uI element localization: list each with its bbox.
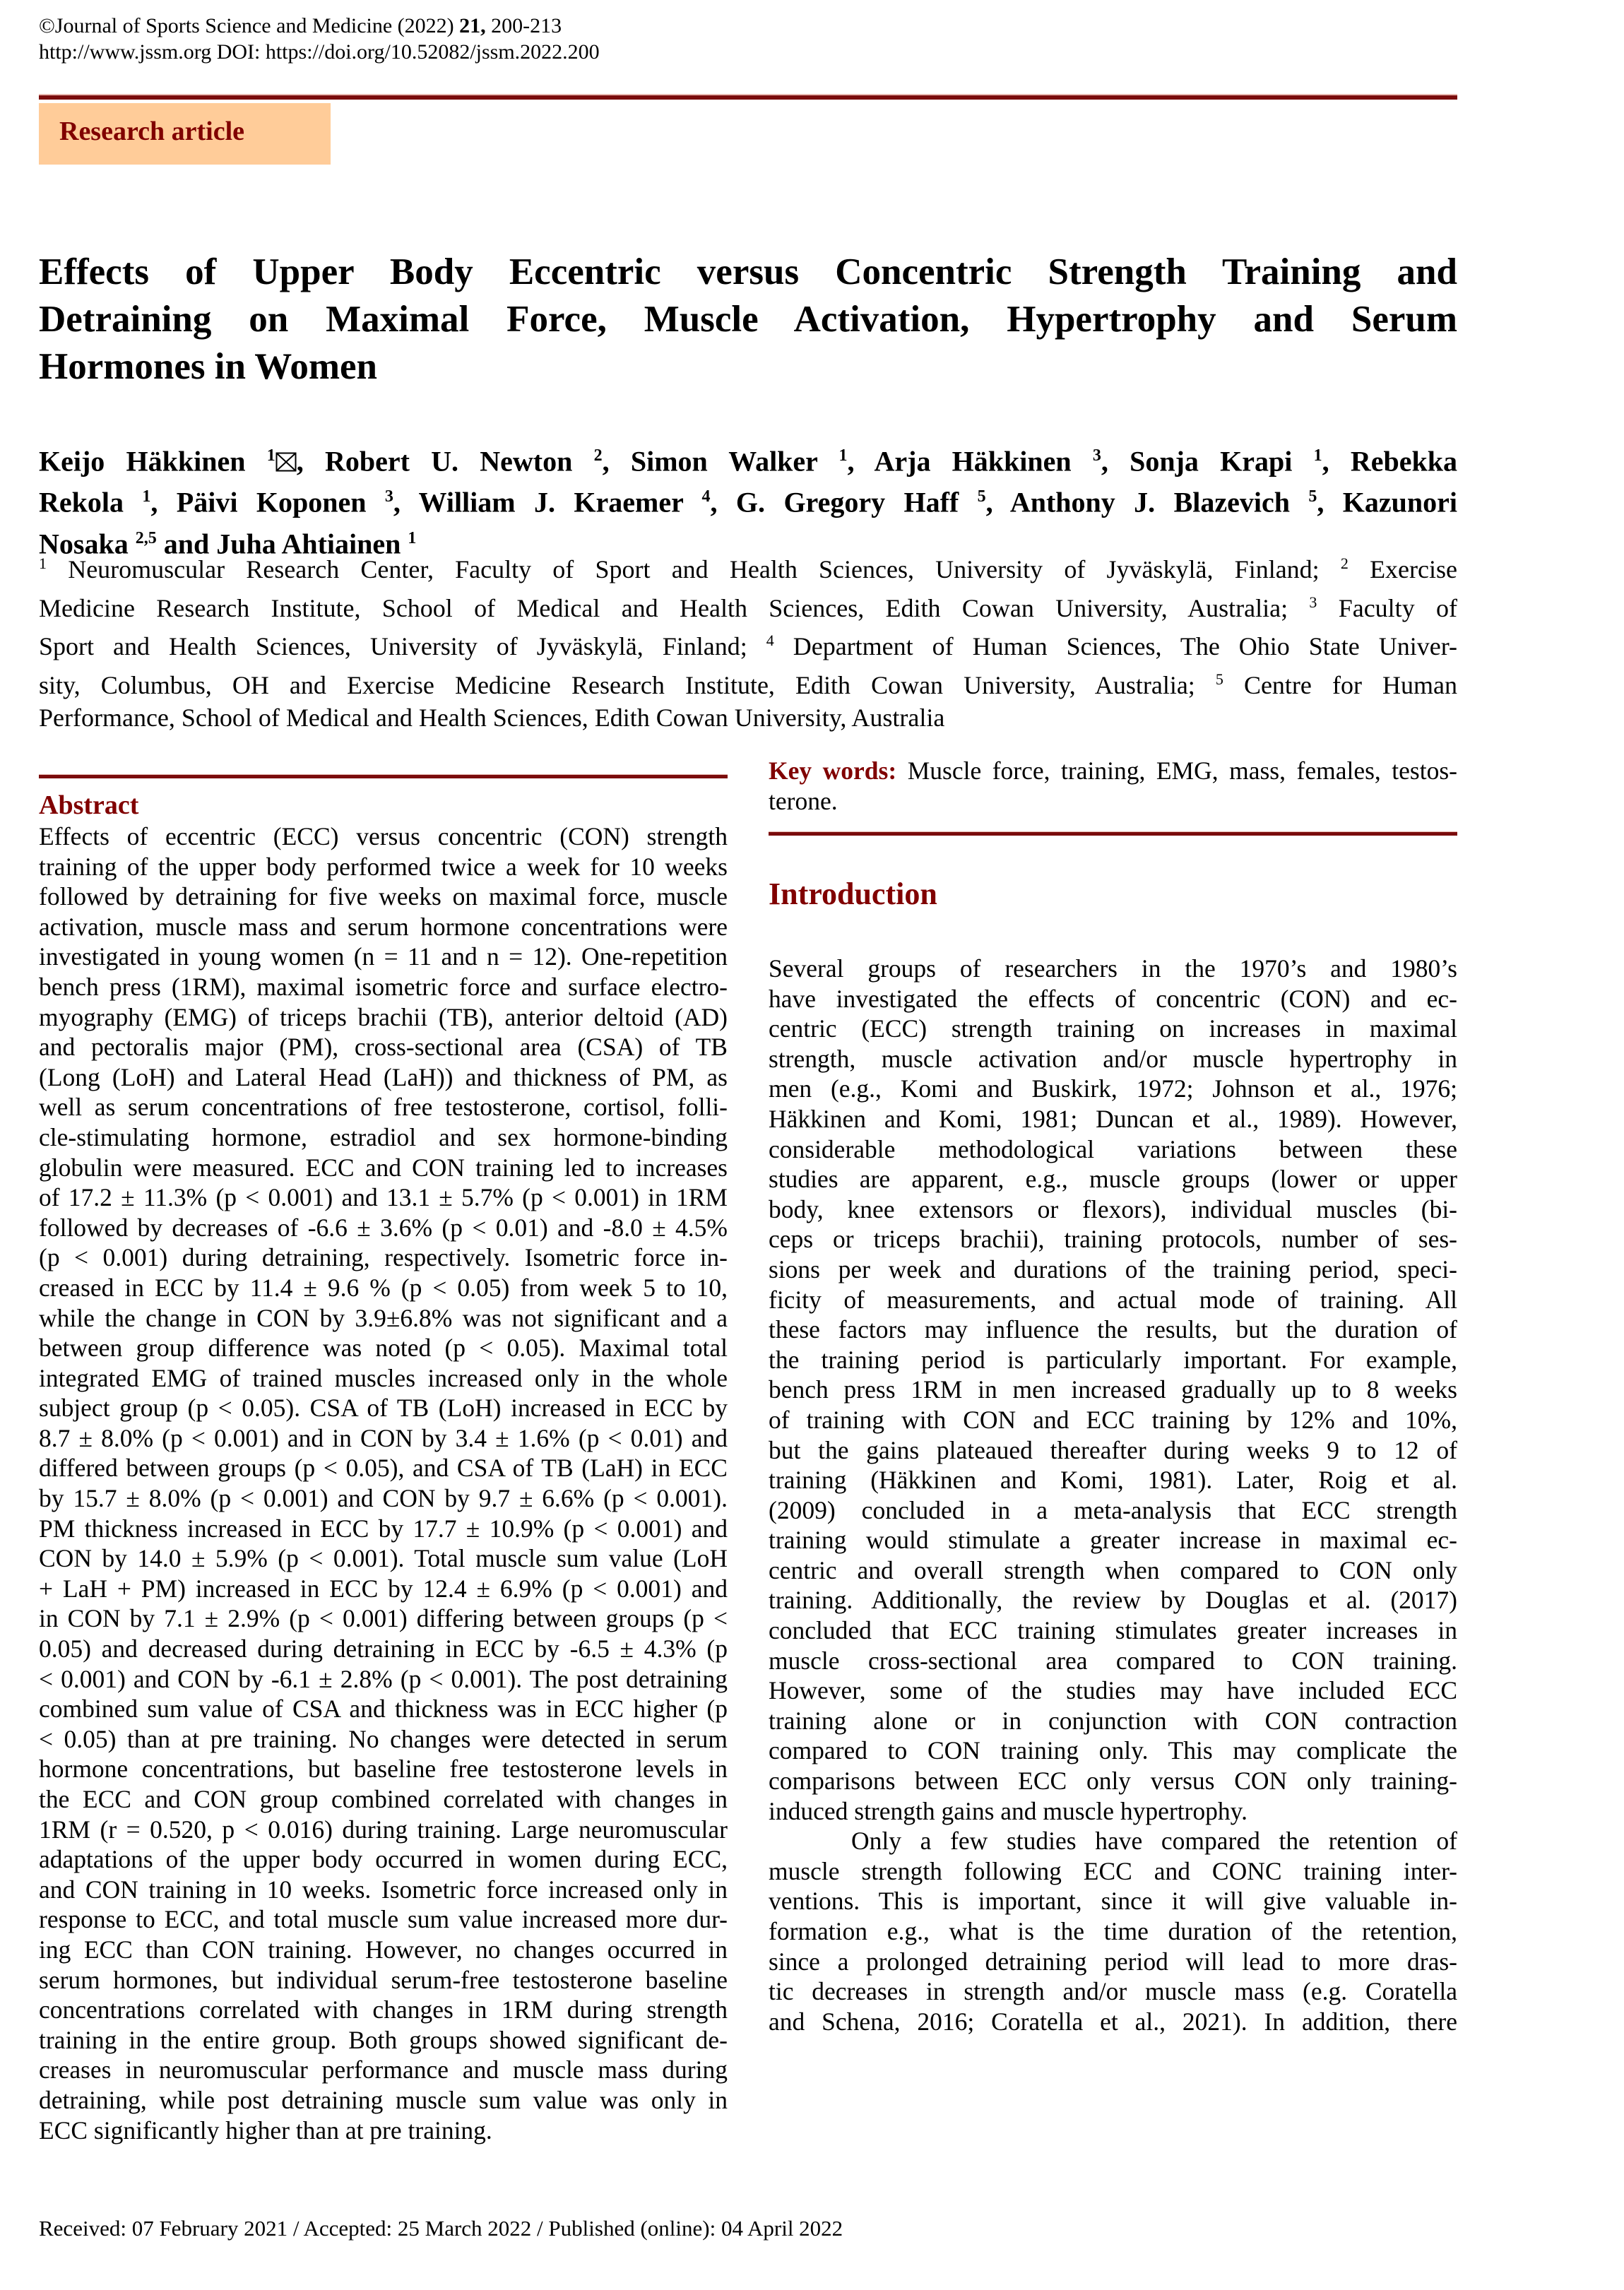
introduction-line: However, some of the studies may have included ECC [769, 1676, 1457, 1705]
introduction-line: centric (ECC) strength training on increases in maximal [769, 1014, 1457, 1043]
introduction-line: ceps or triceps brachii), training protocols, number of ses- [769, 1225, 1457, 1254]
introduction-line: considerable methodological variations between these [769, 1134, 1457, 1163]
abstract-line: investigated in young women (n = 11 and n = 12). One-repetition [39, 942, 728, 971]
author-line: Keijo Häkkinen $^1$ , Robert U. Newton $^2$, Simon Walker $^1$, Arja Häkkinen $^3$, Sonja Krapi $^1$, Rebekka [39, 445, 1457, 477]
abstract-line: ECC significantly higher than at pre training. [39, 2116, 492, 2144]
introduction-line: formation e.g., what is the time duration of the retention, [769, 1917, 1457, 1945]
introduction-line: but the gains plateaued thereafter during weeks 9 to 12 of [769, 1435, 1457, 1464]
abstract-line: followed by detraining for five weeks on maximal force, muscle [39, 882, 728, 911]
introduction-line: since a prolonged detraining period will lead to more dras- [769, 1947, 1457, 1976]
affiliation-line: sity, Columbus, OH and Exercise Medicine Research Institute, Edith Cowan University, Australia; $^5$ Centre for Human [39, 670, 1457, 699]
introduction-line: men (e.g., Komi and Buskirk, 1972; Johnson et al., 1976; [769, 1074, 1457, 1103]
abstract-heading: Abstract [39, 790, 139, 820]
introduction-line: muscle cross-sectional area compared to CON training. [769, 1646, 1457, 1675]
article-type-badge [39, 103, 331, 165]
introduction-line: Häkkinen and Komi, 1981; Duncan et al., 1989). However, [769, 1104, 1457, 1133]
abstract-line: differed between groups (p < 0.05), and CSA of TB (LaH) in ECC [39, 1454, 728, 1483]
abstract-line: (Long (LoH) and Lateral Head (LaH)) and thickness of PM, as [39, 1062, 728, 1091]
introduction-line: centric and overall strength when compared to CON only [769, 1555, 1457, 1584]
keywords-label: Key words: [769, 757, 897, 785]
article-type-label: Research article [59, 117, 245, 146]
introduction-line: comparisons between ECC only versus CON only training- [769, 1767, 1457, 1796]
abstract-line: between group difference was noted (p < 0.05). Maximal total [39, 1334, 728, 1363]
introduction-line: body, knee extensors or flexors), individual muscles (bi- [769, 1194, 1457, 1223]
introduction-line: ficity of measurements, and actual mode of training. All [769, 1285, 1457, 1314]
abstract-line: < 0.05) than at pre training. No changes were detected in serum [39, 1724, 728, 1753]
introduction-line: tic decreases in strength and/or muscle mass (e.g. Coratella [769, 1977, 1457, 2006]
abstract-top-rule [39, 774, 728, 778]
abstract-line: 0.05) and decreased during detraining in ECC by -6.5 ± 4.3% (p [39, 1635, 728, 1663]
keywords-line: Key words: Muscle force, training, EMG, mass, females, testos- [769, 757, 1457, 785]
abstract-line: Effects of eccentric (ECC) versus concentric (CON) strength [39, 822, 728, 850]
introduction-line: training would stimulate a greater increase in maximal ec- [769, 1526, 1457, 1555]
title-line: Detraining on Maximal Force, Muscle Activation, Hypertrophy and Serum [39, 299, 1457, 340]
abstract-line: creases in neuromuscular performance and muscle mass during [39, 2055, 728, 2084]
article-title [39, 249, 1457, 391]
abstract-line: adaptations of the upper body occurred in women during ECC, [39, 1845, 728, 1874]
affiliation-line: Sport and Health Sciences, University of Jyväskylä, Finland; $^4$ Department of Human Sciences, The Ohio State Univer- [39, 631, 1457, 660]
abstract-line: (p < 0.001) during detraining, respectively. Isometric force in- [39, 1243, 728, 1272]
introduction-line: training. Additionally, the review by Douglas et al. (2017) [769, 1586, 1457, 1615]
abstract-line: bench press (1RM), maximal isometric force and surface electro- [39, 972, 728, 1001]
keywords-rule [769, 831, 1457, 836]
introduction-line: these factors may influence the results, but the duration of [769, 1315, 1457, 1344]
abstract-line: training in the entire group. Both groups showed significant de- [39, 2025, 728, 2054]
abstract-line: PM thickness increased in ECC by 17.7 ± 10.9% (p < 0.001) and [39, 1514, 728, 1543]
abstract-line: + LaH + PM) increased in ECC by 12.4 ± 6.9% (p < 0.001) and [39, 1574, 728, 1603]
email-envelope-icon[interactable] [275, 445, 297, 465]
abstract-line: serum hormones, but individual serum-free testosterone baseline [39, 1965, 728, 1994]
journal-url-doi[interactable]: http://www.jssm.org DOI: https://doi.org/10.52082/jssm.2022.200 [39, 40, 600, 64]
abstract-line: activation, muscle mass and serum hormone concentrations were [39, 912, 728, 941]
abstract-line: < 0.001) and CON by -6.1 ± 2.8% (p < 0.001). The post detraining [39, 1664, 728, 1693]
introduction-line: induced strength gains and muscle hypertrophy. [769, 1796, 1247, 1825]
introduction-line: compared to CON training only. This may complicate the [769, 1736, 1457, 1765]
journal-header [39, 13, 600, 65]
abstract-line: ing ECC than CON training. However, no changes occurred in [39, 1935, 728, 1964]
abstract-line: 1RM (r = 0.520, p < 0.016) during training. Large neuromuscular [39, 1815, 728, 1844]
author-line: Rekola $^1$, Päivi Koponen $^3$, William J. Kraemer $^4$, G. Gregory Haff $^5$, Anthony J. Blazevich $^5$, Kazunori [39, 486, 1458, 518]
abstract-line: creased in ECC by 11.4 ± 9.6 % (p < 0.05) from week 5 to 10, [39, 1273, 728, 1302]
introduction-line: and Schena, 2016; Coratella et al., 2021). In addition, there [769, 2007, 1457, 2036]
abstract-line: cle-stimulating hormone, estradiol and sex hormone-binding [39, 1122, 728, 1151]
abstract-line: myography (EMG) of triceps brachii (TB), anterior deltoid (AD) [39, 1002, 728, 1031]
introduction-line: training (Häkkinen and Komi, 1981). Later, Roig et al. [769, 1466, 1457, 1495]
author-list [39, 438, 1457, 562]
abstract-line: of 17.2 ± 11.3% (p < 0.001) and 13.1 ± 5.7% (p < 0.001) in 1RM [39, 1183, 728, 1212]
keywords [769, 756, 1457, 816]
author-line: Nosaka $^{2,5}$ and Juha Ahtiainen $^1$ [39, 527, 417, 559]
introduction-line: ventions. This is important, since it will give valuable in- [769, 1887, 1457, 1916]
introduction-line: of training with CON and ECC training by 12% and 10%, [769, 1405, 1457, 1434]
title-line: Hormones in Women [39, 346, 377, 387]
journal-citation: ©Journal of Sports Science and Medicine (2022) 21, 200-213 [39, 14, 562, 37]
title-line: Effects of Upper Body Eccentric versus Concentric Strength Training and [39, 251, 1457, 292]
abstract-line: followed by decreases of -6.6 ± 3.6% (p < 0.01) and -8.0 ± 4.5% [39, 1213, 728, 1242]
introduction-line: strength, muscle activation and/or muscle hypertrophy in [769, 1044, 1457, 1073]
introduction-line: studies are apparent, e.g., muscle groups (lower or upper [769, 1165, 1457, 1194]
introduction-line: concluded that ECC training stimulates greater increases in [769, 1616, 1457, 1645]
abstract-line: 8.7 ± 8.0% (p < 0.001) and in CON by 3.4 ± 1.6% (p < 0.01) and [39, 1423, 728, 1452]
abstract-line: combined sum value of CSA and thickness was in ECC higher (p [39, 1695, 728, 1724]
abstract-line: and CON training in 10 weeks. Isometric force increased only in [39, 1875, 728, 1904]
abstract-line: integrated EMG of trained muscles increased only in the whole [39, 1363, 728, 1392]
abstract-line: in CON by 7.1 ± 2.9% (p < 0.001) differing between groups (p < [39, 1604, 728, 1633]
introduction-line: training alone or in conjunction with CON contraction [769, 1706, 1457, 1735]
abstract-line: well as serum concentrations of free testosterone, cortisol, folli- [39, 1093, 728, 1122]
abstract-line: concentrations correlated with changes in 1RM during strength [39, 1995, 728, 2024]
introduction-line: (2009) concluded in a meta-analysis that ECC strength [769, 1495, 1457, 1524]
affiliations [39, 547, 1457, 735]
introduction-line: muscle strength following ECC and CONC training inter- [769, 1856, 1457, 1885]
affiliation-line: Medicine Research Institute, School of Medical and Health Sciences, Edith Cowan University, Australia; $^3$ Faculty of [39, 593, 1457, 622]
header-rule [39, 94, 1457, 100]
introduction-line: the training period is particularly important. For example, [769, 1345, 1457, 1374]
abstract-line: CON by 14.0 ± 5.9% (p < 0.001). Total muscle sum value (LoH [39, 1544, 728, 1573]
abstract-line: by 15.7 ± 8.0% (p < 0.001) and CON by 9.7 ± 6.6% (p < 0.001). [39, 1484, 728, 1513]
affiliation-line: $^1$ Neuromuscular Research Center, Faculty of Sport and Health Sciences, University of Jyväskylä, Finland; $^2$ Exercise [39, 554, 1457, 583]
introduction-line: have investigated the effects of concentric (CON) and ec- [769, 984, 1457, 1013]
introduction-heading: Introduction [769, 877, 937, 911]
abstract-line: detraining, while post detraining muscle sum value was only in [39, 2085, 728, 2114]
introduction-body [769, 954, 1457, 2036]
introduction-line: bench press 1RM in men increased gradually up to 8 weeks [769, 1375, 1457, 1404]
abstract-line: subject group (p < 0.05). CSA of TB (LoH) increased in ECC by [39, 1394, 728, 1423]
abstract-line: hormone concentrations, but baseline free testosterone levels in [39, 1755, 728, 1784]
abstract-line: while the change in CON by 3.9±6.8% was not significant and a [39, 1303, 728, 1332]
affiliation-line: Performance, School of Medical and Health Sciences, Edith Cowan University, Australia [39, 704, 945, 732]
abstract-line: globulin were measured. ECC and CON training led to increases [39, 1153, 728, 1182]
introduction-line: Only a few studies have compared the retention of [851, 1827, 1457, 1856]
publication-dates: Received: 07 February 2021 / Accepted: 25 March 2022 / Published (online): 04 April 2022 [39, 2216, 843, 2241]
abstract-line: response to ECC, and total muscle sum value increased more dur- [39, 1905, 728, 1934]
abstract-line: and pectoralis major (PM), cross-sectional area (CSA) of TB [39, 1033, 728, 1062]
abstract-line: the ECC and CON group combined correlated with changes in [39, 1785, 728, 1813]
keywords-line: terone. [769, 786, 838, 815]
abstract-body [39, 821, 728, 2145]
introduction-line: Several groups of researchers in the 1970’s and 1980’s [769, 954, 1457, 983]
introduction-line: sions per week and durations of the training period, speci- [769, 1254, 1457, 1283]
abstract-line: training of the upper body performed twice a week for 10 weeks [39, 852, 728, 881]
